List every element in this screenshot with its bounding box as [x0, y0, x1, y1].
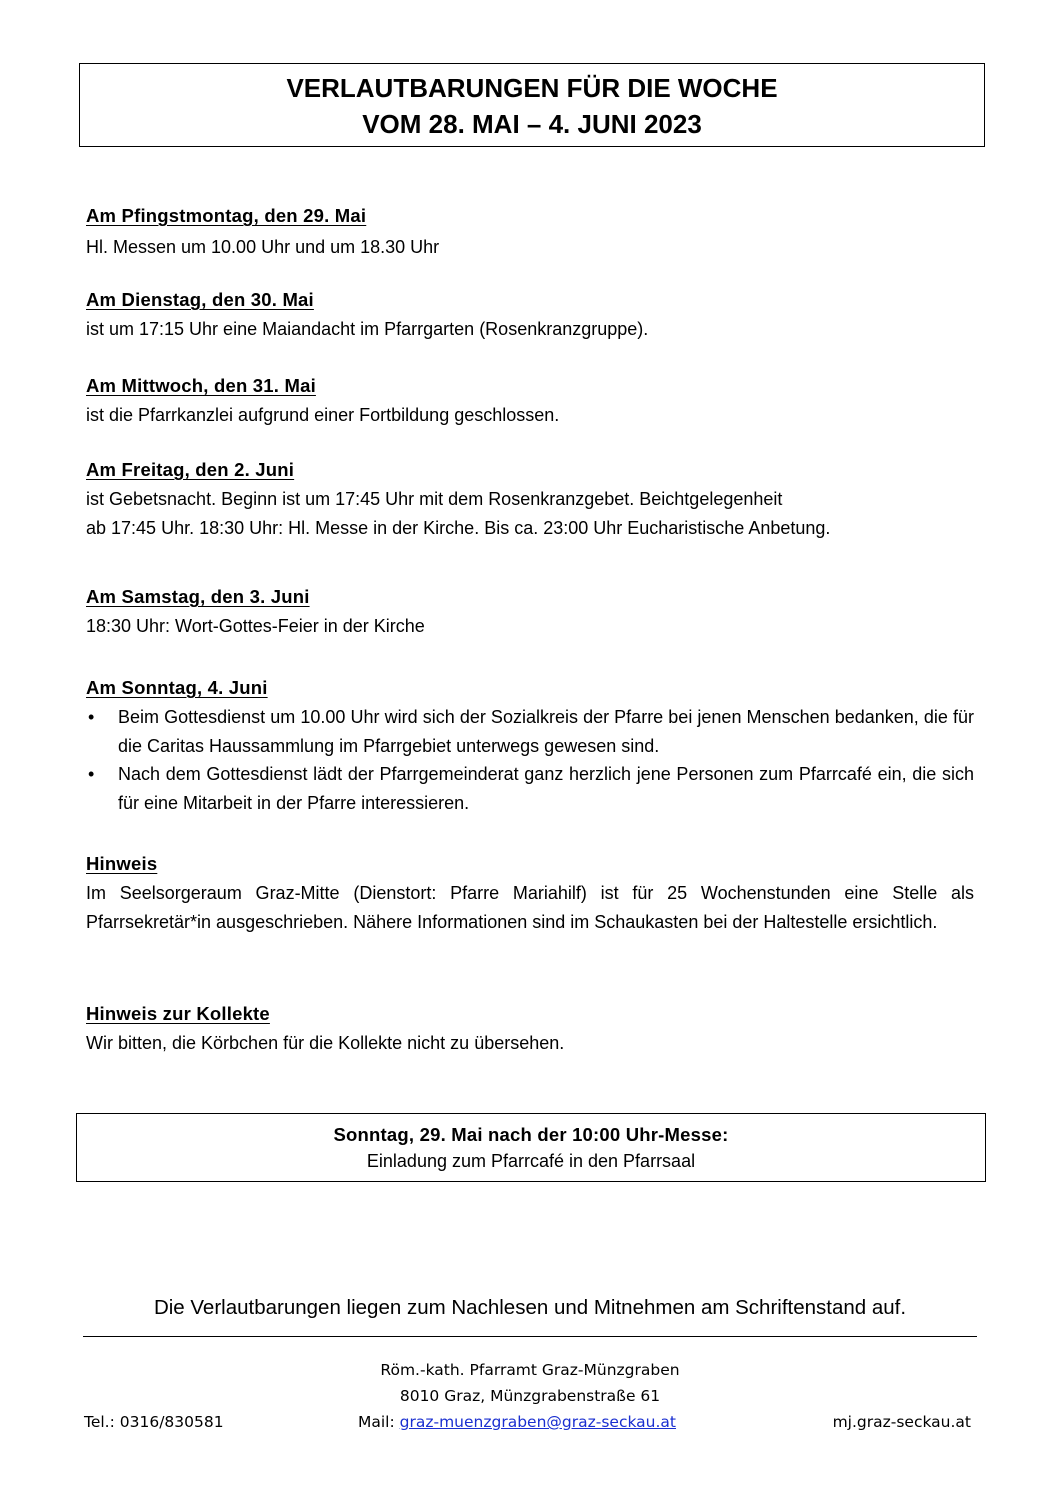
- footer-web: mj.graz-seckau.at: [832, 1413, 971, 1431]
- section-samstag: [86, 585, 974, 641]
- footer-tel: Tel.: 0316/830581: [84, 1413, 224, 1431]
- list-item-text: Nach dem Gottesdienst lädt der Pfarrgemeinderat ganz herzlich jene Personen zum Pfarrcafé ein, die sich für eine Mitarbeit in der Pfarre interessieren.: [118, 764, 974, 813]
- bullet-icon: •: [88, 764, 95, 784]
- section-pfingstmontag: [86, 204, 974, 262]
- section-text: 18:30 Uhr: Wort-Gottes-Feier in der Kirche: [86, 616, 425, 636]
- section-text: Wir bitten, die Körbchen für die Kollekte nicht zu übersehen.: [86, 1033, 565, 1053]
- section-mittwoch: [86, 374, 974, 430]
- title-box: [79, 63, 985, 147]
- section-text: Hl. Messen um 10.00 Uhr und um 18.30 Uhr: [86, 237, 440, 257]
- section-heading: Am Sonntag, 4. Juni: [86, 677, 268, 698]
- closing-note: Die Verlautbarungen liegen zum Nachlesen und Mitnehmen am Schriftenstand auf.: [153, 1296, 907, 1319]
- section-heading: Am Freitag, den 2. Juni: [86, 459, 295, 480]
- footer-mail-label: Mail:: [358, 1413, 400, 1431]
- section-heading: Am Samstag, den 3. Juni: [86, 586, 310, 607]
- bullet-list: [86, 703, 974, 817]
- notice-box: [76, 1113, 986, 1182]
- section-text-line-2: ab 17:45 Uhr. 18:30 Uhr: Hl. Messe in der Kirche. Bis ca. 23:00 Uhr Eucharistische Anbetung.: [86, 517, 831, 538]
- section-heading: Am Dienstag, den 30. Mai: [86, 289, 314, 310]
- section-heading: Am Pfingstmontag, den 29. Mai: [86, 205, 367, 226]
- section-dienstag: [86, 288, 974, 344]
- section-text: ist um 17:15 Uhr eine Maiandacht im Pfarrgarten (Rosenkranzgruppe).: [86, 319, 649, 339]
- footer-mail: [358, 1410, 676, 1434]
- bullet-icon: •: [88, 707, 95, 727]
- divider: [83, 1336, 977, 1337]
- notice-text: Einladung zum Pfarrcafé in den Pfarrsaal: [366, 1151, 696, 1171]
- section-text: ist die Pfarrkanzlei aufgrund einer Fortbildung geschlossen.: [86, 405, 560, 425]
- section-heading: Hinweis zur Kollekte: [86, 1003, 270, 1024]
- section-text-line-1: ist Gebetsnacht. Beginn ist um 17:45 Uhr mit dem Rosenkranzgebet. Beichtgelegenheit: [86, 489, 783, 509]
- list-item: [86, 703, 974, 760]
- section-paragraph: Im Seelsorgeraum Graz-Mitte (Dienstort: Pfarre Mariahilf) ist für 25 Wochenstunden eine Stelle als Pfarrsekretär*in ausgeschrieben. Nähere Informationen sind im Schaukasten bei der Haltestelle ersichtlich.: [86, 883, 974, 932]
- section-sonntag: [86, 676, 974, 817]
- section-freitag: [86, 458, 974, 542]
- footer-org: Röm.-kath. Pfarramt Graz-Münzgraben: [380, 1361, 680, 1379]
- footer-address: 8010 Graz, Münzgrabenstraße 61: [399, 1387, 661, 1405]
- section-kollekte: [86, 1002, 974, 1058]
- title-line-1: VERLAUTBARUNGEN FÜR DIE WOCHE: [286, 73, 778, 103]
- section-hinweis: [86, 852, 974, 936]
- notice-title: Sonntag, 29. Mai nach der 10:00 Uhr-Messe:: [333, 1124, 729, 1145]
- list-item: [86, 760, 974, 817]
- list-item-text: Beim Gottesdienst um 10.00 Uhr wird sich der Sozialkreis der Pfarre bei jenen Menschen bedanken, die für die Caritas Haussammlung im Pfarrgebiet unterwegs gewesen sind.: [118, 707, 974, 756]
- section-heading: Am Mittwoch, den 31. Mai: [86, 375, 316, 396]
- title-line-2: VOM 28. MAI – 4. JUNI 2023: [362, 109, 702, 139]
- footer-mail-link[interactable]: graz-muenzgraben@graz-seckau.at: [399, 1413, 677, 1431]
- section-heading: Hinweis: [86, 853, 158, 874]
